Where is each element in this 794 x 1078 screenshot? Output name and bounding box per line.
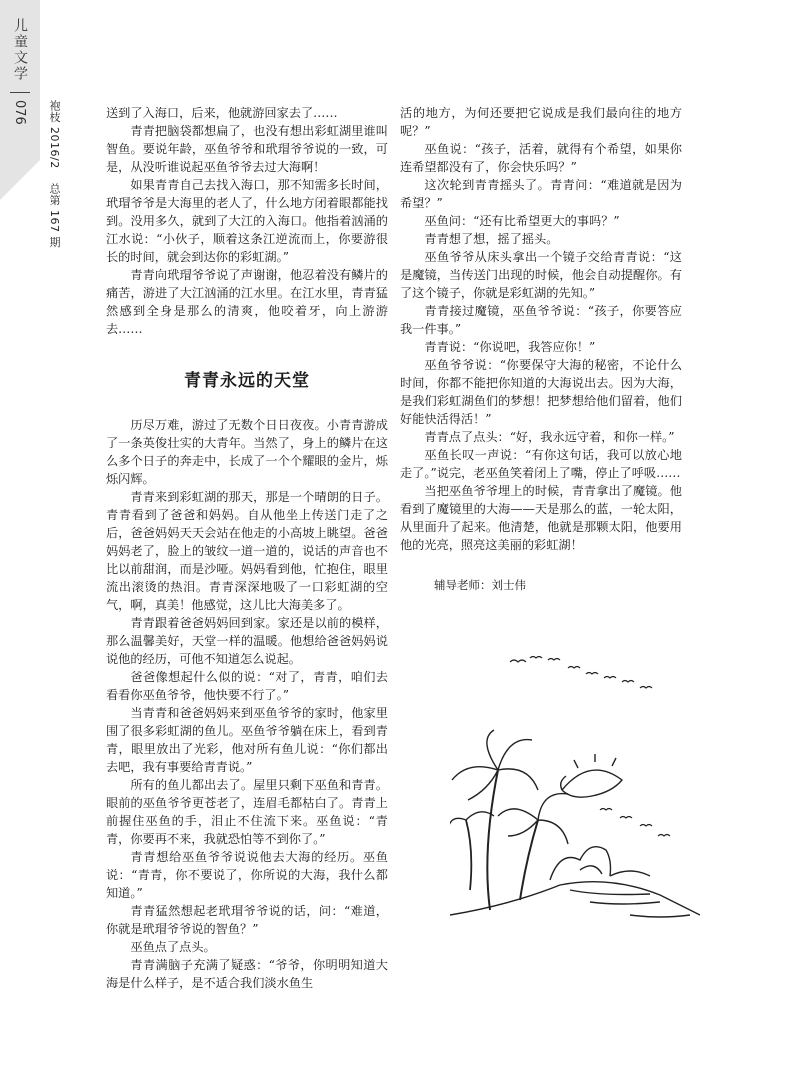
journal-info — [46, 100, 62, 248]
journal-issue: 袍枝 2016/2 — [48, 100, 61, 169]
paragraph: 青青想了想，摇了摇头。 — [424, 232, 559, 246]
palm-tree-icon — [450, 730, 568, 910]
palm-trees-seaside-drawing — [450, 640, 700, 940]
right-column — [400, 104, 682, 594]
paragraph: 青青满脑子充满了疑惑：“爷爷，你明明知道大海是什么样子，是不适合我们淡水鱼生 — [106, 958, 388, 990]
paragraph: 青青把脑袋都想扁了，也没有想出彩虹湖里谁叫智鱼。要说年龄，巫鱼爷爷和玳瑁爷爷说的一致，可是，从没听谁说起巫鱼爷爷去过大海啊！ — [106, 124, 388, 174]
paragraph: 青青猛然想起老玳瑁爷爷说的话，问：“难道，你就是玳瑁爷爷说的智鱼？” — [106, 904, 388, 936]
paragraph: 爸爸像想起什么似的说：“对了，青青，咱们去看看你巫鱼爷爷，他快要不行了。” — [106, 670, 388, 702]
section-title: 青青永远的天堂 — [184, 371, 310, 391]
sun-icon — [561, 754, 622, 797]
paragraph: 青青说：“你说吧，我答应你！” — [424, 340, 596, 354]
paragraph: 巫鱼爷爷说：“你要保守大海的秘密，不论什么时间，你都不能把你知道的大海说出去。因为大海，是我们彩虹湖鱼们的梦想！把梦想给他们留着，他们好能快活得活！” — [400, 358, 682, 426]
paragraph: 巫鱼说：“孩子，活着，就得有个希望，如果你连希望都没有了，你会快乐吗？” — [400, 142, 682, 174]
paragraph: 青青向玳瑁爷爷说了声谢谢，他忍着没有鳞片的痛苦，游进了大江汹涌的江水里。在江水里，青青猛然感到全身是那么的清爽，他咬着牙，向上游游去…… — [106, 268, 388, 336]
paragraph: 青青接过魔镜，巫鱼爷爷说：“孩子，你要答应我一件事。” — [400, 304, 682, 336]
side-tab — [0, 0, 40, 160]
paragraph: 巫鱼长叹一声说：“有你这句话，我可以放心地走了。”说完，老巫鱼笑着闭上了嘴，停止了呼吸…… — [400, 448, 682, 480]
paragraph: 如果青青自己去找入海口，那不知需多长时间，玳瑁爷爷是大海里的老人了，什么地方闭着眼都能找到。没用多久，就到了大江的入海口。他指着汹涌的江水说：“小伙子，顺着这条江逆流而上，你要游很长的时间，就会到达你的彩虹湖。” — [106, 178, 388, 264]
tab-corner-decoration — [0, 160, 40, 200]
paragraph: 历尽万难，游过了无数个日日夜夜。小青青游成了一条英俊壮实的大青年。当然了，身上的鳞片在这么多个日子的奔走中，长成了一个个耀眼的金片，烁烁闪辉。 — [106, 418, 388, 486]
paragraph: 送到了入海口，后来，他就游回家去了…… — [106, 106, 338, 120]
birds-icon — [510, 657, 670, 837]
paragraph: 青青想给巫鱼爷爷说说他去大海的经历。巫鱼说：“青青，你不要说了，你所说的大海，我什么都知道。” — [106, 850, 388, 900]
left-column — [106, 104, 388, 992]
paragraph: 青青跟着爸爸妈妈回到家。家还是以前的模样，那么温馨美好，天堂一样的温暖。他想给爸爸妈妈说说他的经历，可他不知道怎么说起。 — [106, 616, 388, 666]
paragraph: 活的地方，为何还要把它说成是我们最向往的地方呢？” — [400, 106, 682, 138]
paragraph: 青青来到彩虹湖的那天，那是一个晴朗的日子。青青看到了爸爸和妈妈。自从他坐上传送门走了之后，爸爸妈妈天天会站在他走的小高坡上眺望。爸爸妈妈老了，脸上的皱纹一道一道的，说话的声音也不比以前甜润，而是沙哑。妈妈看到他，忙抱住，眼里流出滚烫的热泪。青青深深地吸了一口彩虹湖的空气，啊，真美！他感觉，这儿比大海美多了。 — [106, 490, 388, 612]
paragraph: 巫鱼问：“还有比希望更大的事吗？” — [424, 214, 620, 228]
paragraph: 所有的鱼儿都出去了。屋里只剩下巫鱼和青青。眼前的巫鱼爷爷更苍老了，连眉毛都枯白了。青青上前握住巫鱼的手，泪止不住流下来。巫鱼说：“青青，你要再不来，我就恐怕等不到你了。” — [106, 778, 388, 846]
journal-total-issue: 总第 167 期 — [48, 182, 61, 248]
page-number: 076 — [12, 100, 27, 125]
paragraph: 这次轮到青青摇头了。青青问：“难道就是因为希望？” — [400, 178, 682, 210]
advisor-credit: 辅导老师：刘士伟 — [434, 578, 526, 592]
tab-divider — [10, 92, 30, 93]
paragraph: 当青青和爸爸妈妈来到巫鱼爷爷的家时，他家里围了很多彩虹湖的鱼儿。巫鱼爷爷躺在床上，看到青青，眼里放出了光彩，他对所有鱼儿说：“你们都出去吧，我有事要给青青说。” — [106, 706, 388, 774]
paragraph: 巫鱼爷爷从床头拿出一个镜子交给青青说：“这是魔镜，当传送门出现的时候，他会自动提醒你。有了这个镜子，你就是彩虹湖的先知。” — [400, 250, 682, 300]
paragraph: 巫鱼点了点头。 — [130, 940, 216, 954]
paragraph: 青青点了点头：“好，我永远守着，和你一样。” — [424, 430, 675, 444]
paragraph: 当把巫鱼爷爷埋上的时候，青青拿出了魔镜。他看到了魔镜里的大海——天是那么的蓝，一轮太阳，从里面升了起来。他清楚，他就是那颗太阳，他要用他的光亮，照亮这美丽的彩虹湖！ — [400, 484, 682, 552]
magazine-title: 儿童文学 — [12, 18, 28, 82]
